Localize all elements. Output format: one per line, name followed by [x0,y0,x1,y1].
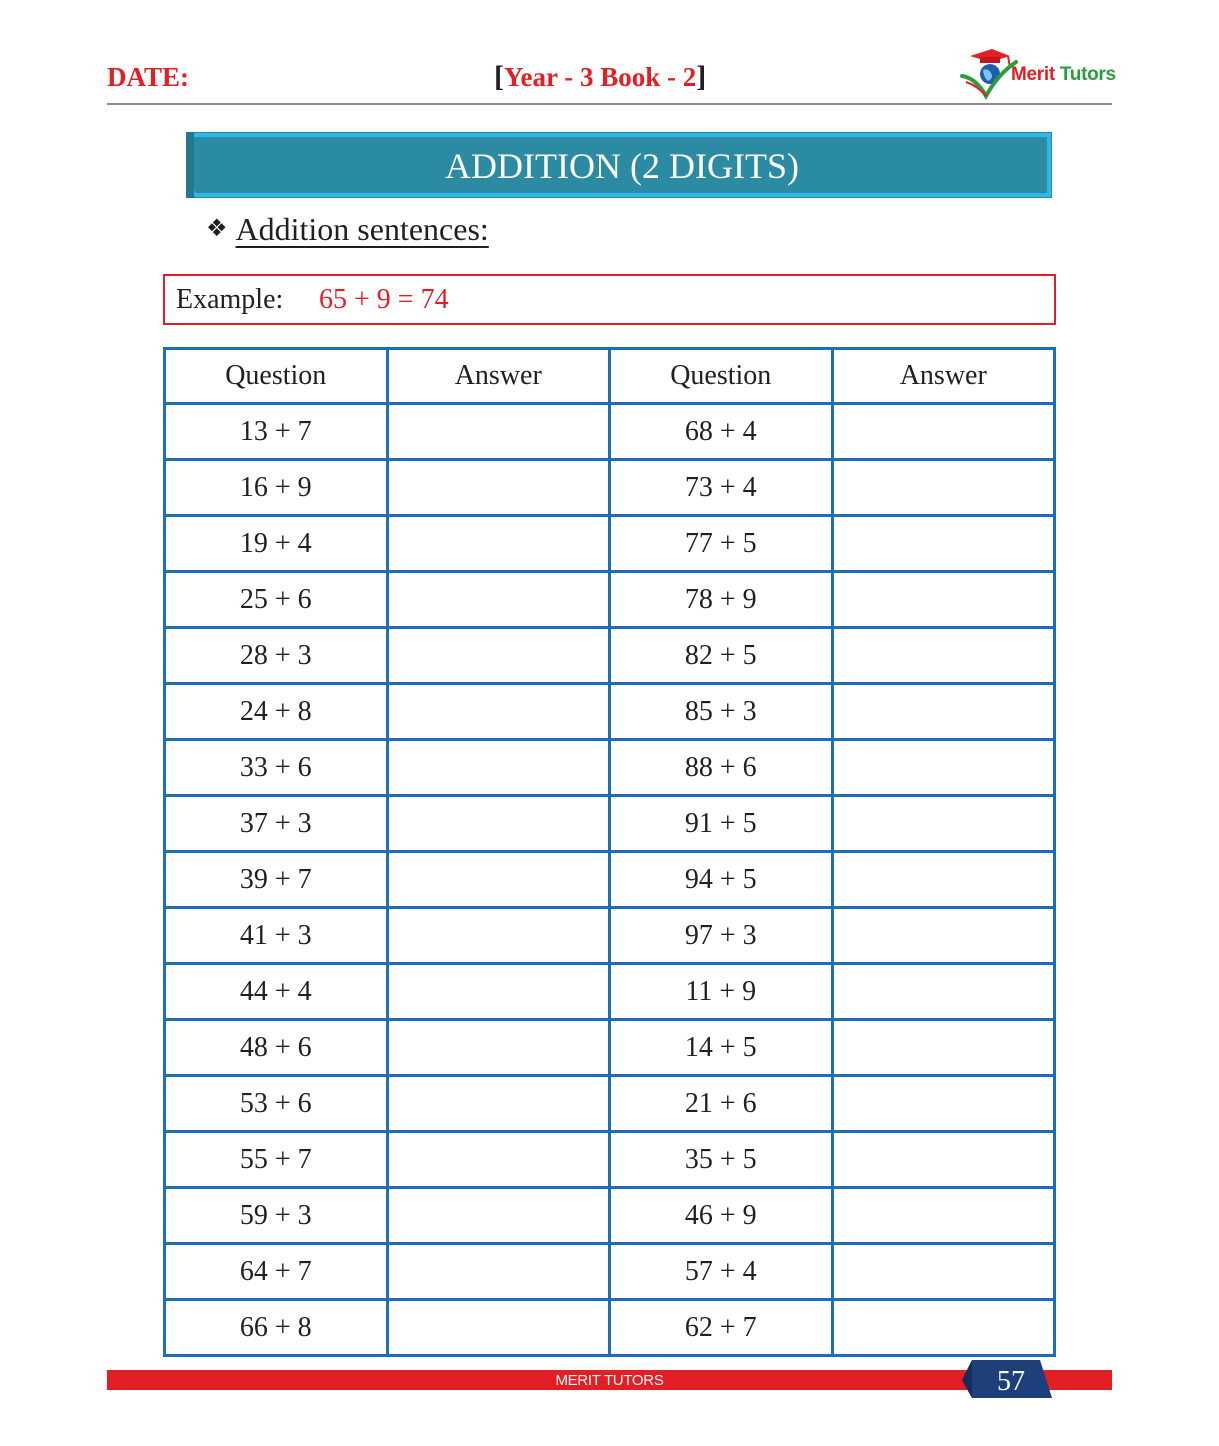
question-cell: 33 + 6 [165,740,388,796]
table-row [165,684,1055,740]
question-cell: 62 + 7 [610,1300,833,1356]
question-cell: 88 + 6 [610,740,833,796]
header-divider [107,103,1112,105]
answer-cell[interactable] [387,516,610,572]
table-row [165,1188,1055,1244]
section-heading [206,211,489,248]
page-title: ADDITION (2 DIGITS) [445,146,799,186]
answer-cell[interactable] [387,572,610,628]
bracket-open: [ [494,60,504,93]
question-cell: 94 + 5 [610,852,833,908]
answer-cell[interactable] [387,1188,610,1244]
answer-cell[interactable] [387,1076,610,1132]
question-cell: 97 + 3 [610,908,833,964]
answer-cell[interactable] [387,908,610,964]
diamond-bullet-icon: ❖ [206,214,228,242]
answer-cell[interactable] [387,964,610,1020]
example-equation: 65 + 9 = 74 [319,284,449,315]
table-row [165,1076,1055,1132]
answer-cell[interactable] [387,1020,610,1076]
question-cell: 44 + 4 [165,964,388,1020]
example-box [163,274,1056,325]
question-cell: 37 + 3 [165,796,388,852]
question-cell: 85 + 3 [610,684,833,740]
answer-cell[interactable] [387,628,610,684]
footer-brand: MERIT TUTORS [555,1372,664,1389]
answer-cell[interactable] [387,404,610,460]
question-cell: 25 + 6 [165,572,388,628]
table-row [165,796,1055,852]
answer-cell[interactable] [832,516,1055,572]
answer-cell[interactable] [387,684,610,740]
table-row [165,908,1055,964]
example-label: Example: [176,284,284,315]
table-header-row [165,349,1055,404]
date-label: DATE: [107,62,190,92]
table-row [165,1300,1055,1356]
question-cell: 14 + 5 [610,1020,833,1076]
answer-cell[interactable] [832,1076,1055,1132]
question-cell: 66 + 8 [165,1300,388,1356]
header-question-2: Question [610,349,833,404]
question-cell: 35 + 5 [610,1132,833,1188]
table-row [165,964,1055,1020]
answer-cell[interactable] [832,852,1055,908]
answer-cell[interactable] [832,460,1055,516]
answer-cell[interactable] [832,740,1055,796]
question-cell: 57 + 4 [610,1244,833,1300]
logo-word-tutors: Tutors [1059,64,1116,85]
section-heading-text: Addition sentences: [235,211,489,247]
table-row [165,460,1055,516]
answer-cell[interactable] [387,1300,610,1356]
answer-cell[interactable] [832,1300,1055,1356]
question-cell: 78 + 9 [610,572,833,628]
header-answer-2: Answer [832,349,1055,404]
answer-cell[interactable] [832,964,1055,1020]
answer-cell[interactable] [832,908,1055,964]
table-row [165,572,1055,628]
table-row [165,1244,1055,1300]
answer-cell[interactable] [387,852,610,908]
table-row [165,1020,1055,1076]
question-cell: 28 + 3 [165,628,388,684]
page-number: 57 [997,1366,1025,1397]
question-cell: 19 + 4 [165,516,388,572]
question-cell: 48 + 6 [165,1020,388,1076]
answer-cell[interactable] [387,740,610,796]
question-cell: 59 + 3 [165,1188,388,1244]
question-cell: 73 + 4 [610,460,833,516]
question-cell: 82 + 5 [610,628,833,684]
answer-cell[interactable] [832,1020,1055,1076]
question-cell: 21 + 6 [610,1076,833,1132]
question-cell: 46 + 9 [610,1188,833,1244]
bracket-close: ] [696,60,707,93]
question-cell: 11 + 9 [610,964,833,1020]
question-cell: 16 + 9 [165,460,388,516]
answer-cell[interactable] [832,404,1055,460]
question-cell: 55 + 7 [165,1132,388,1188]
question-cell: 39 + 7 [165,852,388,908]
logo-text [1011,64,1116,86]
table-row [165,1132,1055,1188]
answer-cell[interactable] [832,1132,1055,1188]
question-cell: 24 + 8 [165,684,388,740]
answer-cell[interactable] [387,1132,610,1188]
header-answer-1: Answer [387,349,610,404]
header-question-1: Question [165,349,388,404]
answer-cell[interactable] [832,1188,1055,1244]
table-row [165,516,1055,572]
question-cell: 13 + 7 [165,404,388,460]
answer-cell[interactable] [832,1244,1055,1300]
answer-cell[interactable] [832,572,1055,628]
question-cell: 77 + 5 [610,516,833,572]
table-row [165,628,1055,684]
table-row [165,852,1055,908]
answer-cell[interactable] [832,796,1055,852]
question-cell: 64 + 7 [165,1244,388,1300]
question-cell: 91 + 5 [610,796,833,852]
table-row [165,740,1055,796]
answer-cell[interactable] [832,684,1055,740]
addition-table [163,347,1056,1357]
book-title-text: Year - 3 Book - 2 [504,62,697,92]
answer-cell[interactable] [832,628,1055,684]
table-row [165,404,1055,460]
question-cell: 68 + 4 [610,404,833,460]
book-title [494,60,706,94]
question-cell: 41 + 3 [165,908,388,964]
logo-word-merit: Merit [1011,64,1055,85]
answer-cell[interactable] [387,796,610,852]
answer-cell[interactable] [387,460,610,516]
question-cell: 53 + 6 [165,1076,388,1132]
answer-cell[interactable] [387,1244,610,1300]
